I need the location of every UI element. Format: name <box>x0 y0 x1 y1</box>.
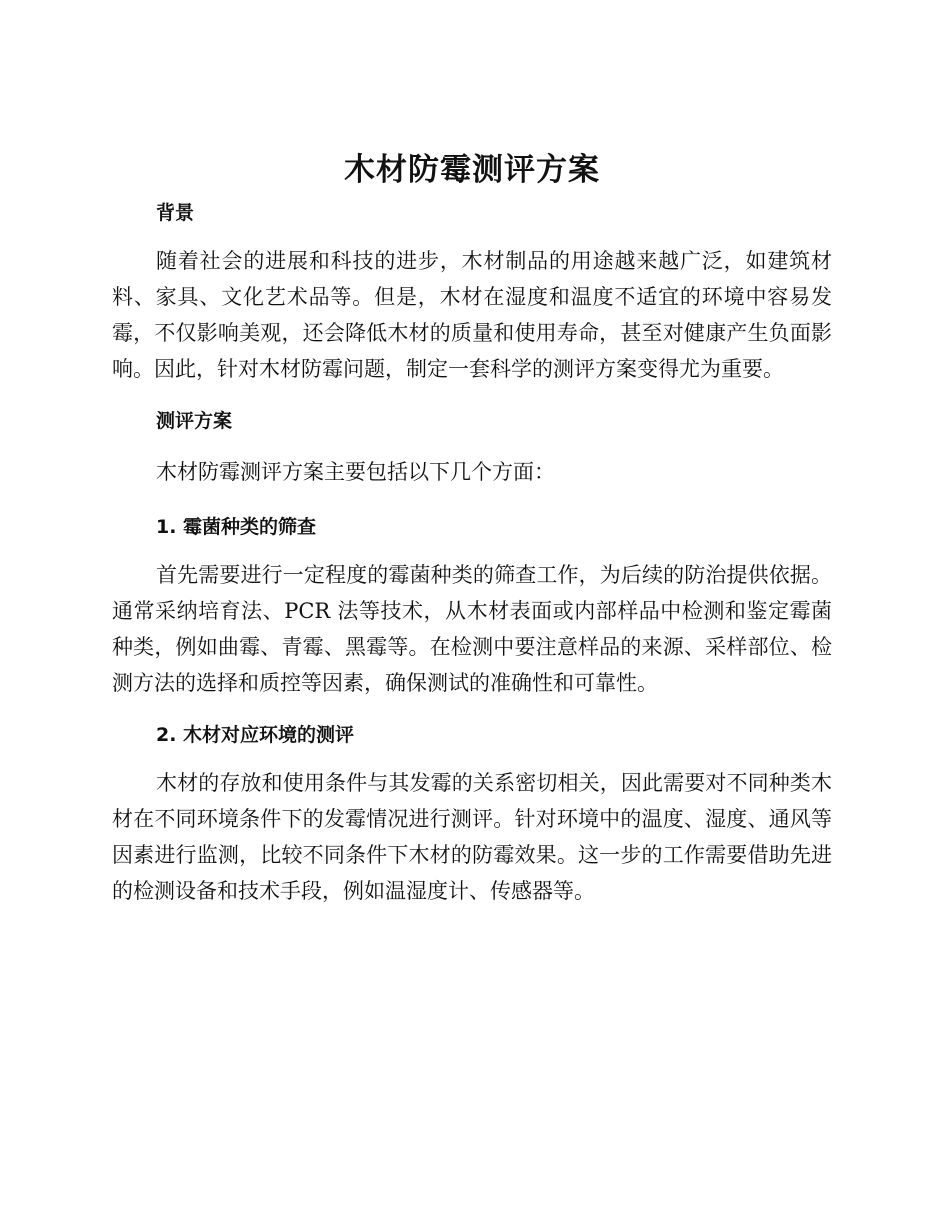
section-heading-background: 背景 <box>156 202 195 224</box>
section-heading-environment-evaluation: 2. 木材对应环境的测评 <box>156 724 355 746</box>
paragraph-environment-evaluation: 木材的存放和使用条件与其发霉的关系密切相关，因此需要对不同种类木材在不同环境条件下的发霉情况进行测评。针对环境中的温度、湿度、通风等因素进行监测，比较不同条件下木材的防霉效果。这一步的工作需要借助先进的检测设备和技术手段，例如温湿度计、传感器等。 <box>112 771 832 903</box>
paragraph-scheme-intro: 木材防霉测评方案主要包括以下几个方面： <box>156 460 555 484</box>
page-title: 木材防霉测评方案 <box>344 152 600 188</box>
section-heading-scheme: 测评方案 <box>156 410 233 432</box>
section-heading-mold-screening: 1. 霉菌种类的筛查 <box>156 516 317 538</box>
document-page <box>112 150 832 909</box>
paragraph-mold-screening: 首先需要进行一定程度的霉菌种类的筛查工作，为后续的防治提供依据。通常采纳培育法、PCR 法等技术，从木材表面或内部样品中检测和鉴定霉菌种类，例如曲霉、青霉、黑霉等。在检测中要注意样品的来源、采样部位、检测方法的选择和质控等因素，确保测试的准确性和可靠性。 <box>112 563 832 695</box>
paragraph-background: 随着社会的进展和科技的进步，木材制品的用途越来越广泛，如建筑材料、家具、文化艺术品等。但是，木材在湿度和温度不适宜的环境中容易发霉，不仅影响美观，还会降低木材的质量和使用寿命，甚至对健康产生负面影响。因此，针对木材防霉问题，制定一套科学的测评方案变得尤为重要。 <box>112 249 832 381</box>
